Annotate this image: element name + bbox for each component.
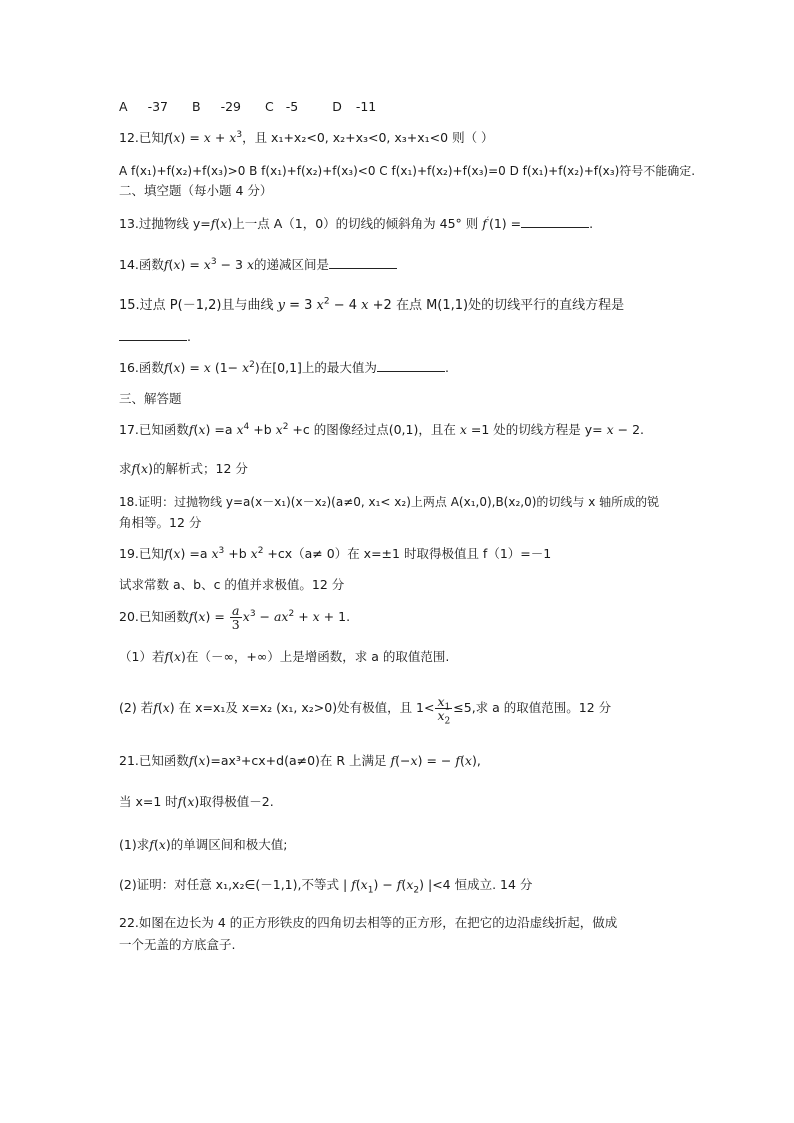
q21-part2: (2)证明：对任意 x₁,x₂∈(－1,1),不等式 | $f(x_1) - f(x_2)$ |<4 恒成立. 14 分 <box>119 877 533 896</box>
q13: 13.过抛物线 y=f(x)上一点 A（1，0）的切线的倾斜角为 45° 则 f′(1) = . <box>119 215 594 231</box>
q19-line2: 试求常数 a、b、c 的值并求极值。12 分 <box>119 577 345 592</box>
choice-d-value: -11 <box>355 99 377 114</box>
choice-a-label: A <box>119 99 128 114</box>
q15: 15.过点 P(－1,2)且与曲线 y = 3 $x^2 - 4$ x +2 在点 M(1,1)处的切线平行的直线方程是 <box>119 296 625 313</box>
q22-line2: 一个无盖的方底盒子. <box>119 937 236 952</box>
q17-part: 求f(x)的解析式；12 分 <box>119 461 248 476</box>
q14-answer-blank <box>329 255 397 269</box>
section-2-heading: 二、填空题（每小题 4 分） <box>119 183 273 198</box>
q13-answer-blank <box>521 214 589 228</box>
q22-line1: 22.如图在边长为 4 的正方形铁皮的四角切去相等的正方形，在把它的边沿虚线折起，做成 <box>119 915 618 930</box>
q12-condition: ，且 x₁+x₂<0, x₂+x₃<0, x₃+x₁<0 则（ ） <box>242 130 494 145</box>
q12-formula: f <box>163 130 169 145</box>
choice-c-value: -5 <box>285 99 299 114</box>
choice-c-label: C <box>264 99 274 114</box>
choice-b-label: B <box>191 99 201 114</box>
q14: 14.函数$f(x) = x^3 - 3$ x的递减区间是 <box>119 255 397 274</box>
q16-answer-blank <box>377 358 445 372</box>
q21: 21.已知函数f(x)=ax³+cx+d(a≠0)在 R 上满足 f(−x) = − f(x), <box>119 753 481 768</box>
q19: 19.已知f(x) =a $x^3 +b$ $x^2 +cx(a\ne 0)$在 x=±1 时取得极值且 f（1）=－1 <box>119 545 552 561</box>
choice-d-label: D <box>332 99 342 114</box>
q18-line2: 角相等。12 分 <box>119 515 202 530</box>
q17: 17.已知函数f(x) =a $x^4 +b$ $x^2 +c$ 的图像经过点(0,1)，且在 x =1 处的切线方程是 y= x − 2. <box>119 421 645 437</box>
q20-fraction-x1-over-x2: $\frac{x_1}{x_2}$ <box>437 694 451 727</box>
q20-fraction-a-over-3: $\frac{a}{3}$ <box>231 603 240 632</box>
q12-prefix: 12.已知 <box>119 130 164 145</box>
q12-options: A f(x₁)+f(x₂)+f(x₃)>0 B f(x₁)+f(x₂)+f(x₃)<0 C f(x₁)+f(x₂)+f(x₃)=0 D f(x₁)+f(x₂)+f(x₃)符号不能确定. <box>119 164 696 178</box>
choice-b-value: -29 <box>220 99 241 114</box>
q21-part1: (1)求f(x)的单调区间和极大值; <box>119 837 288 852</box>
q18-line1: 18.证明：过抛物线 y=a(x－x₁)(x－x₂)(a≠0, x₁< x₂)上两点 A(x₁,0),B(x₂,0)的切线与 x 轴所成的锐 <box>119 495 660 509</box>
q16: 16.函数f(x) = x $(1- x^2)$在[0,1]上的最大值为 . <box>119 359 449 375</box>
q12-stem: 12.已知$f(x) = x + x^3$，且 x₁+x₂<0, x₂+x₃<0, x₃+x₁<0 则（ ） <box>119 129 494 145</box>
q20-part2: (2) 若f(x) 在 x=x₁及 x=x₂ (x₁, x₂>0)处有极值，且 1< $\frac{x_1}{x_2}$ ≤5,求 a 的取值范围。12 分 <box>119 694 612 727</box>
q15-answer-blank <box>119 327 187 341</box>
q20-part1: （1）若f(x)在（－∞，+∞）上是增函数，求 a 的取值范围. <box>119 649 450 664</box>
q21-line2: 当 x=1 时f(x)取得极值－2. <box>119 794 274 809</box>
choice-a-value: -37 <box>147 99 168 114</box>
section-3-heading: 三、解答题 <box>119 391 182 406</box>
q20: 20.已知函数f(x) = $\frac{a}{3}$ $x^3 - ax^2 + x + 1$. <box>119 603 351 632</box>
q15-blank-line: . <box>119 327 191 346</box>
q11-choices <box>119 98 376 116</box>
